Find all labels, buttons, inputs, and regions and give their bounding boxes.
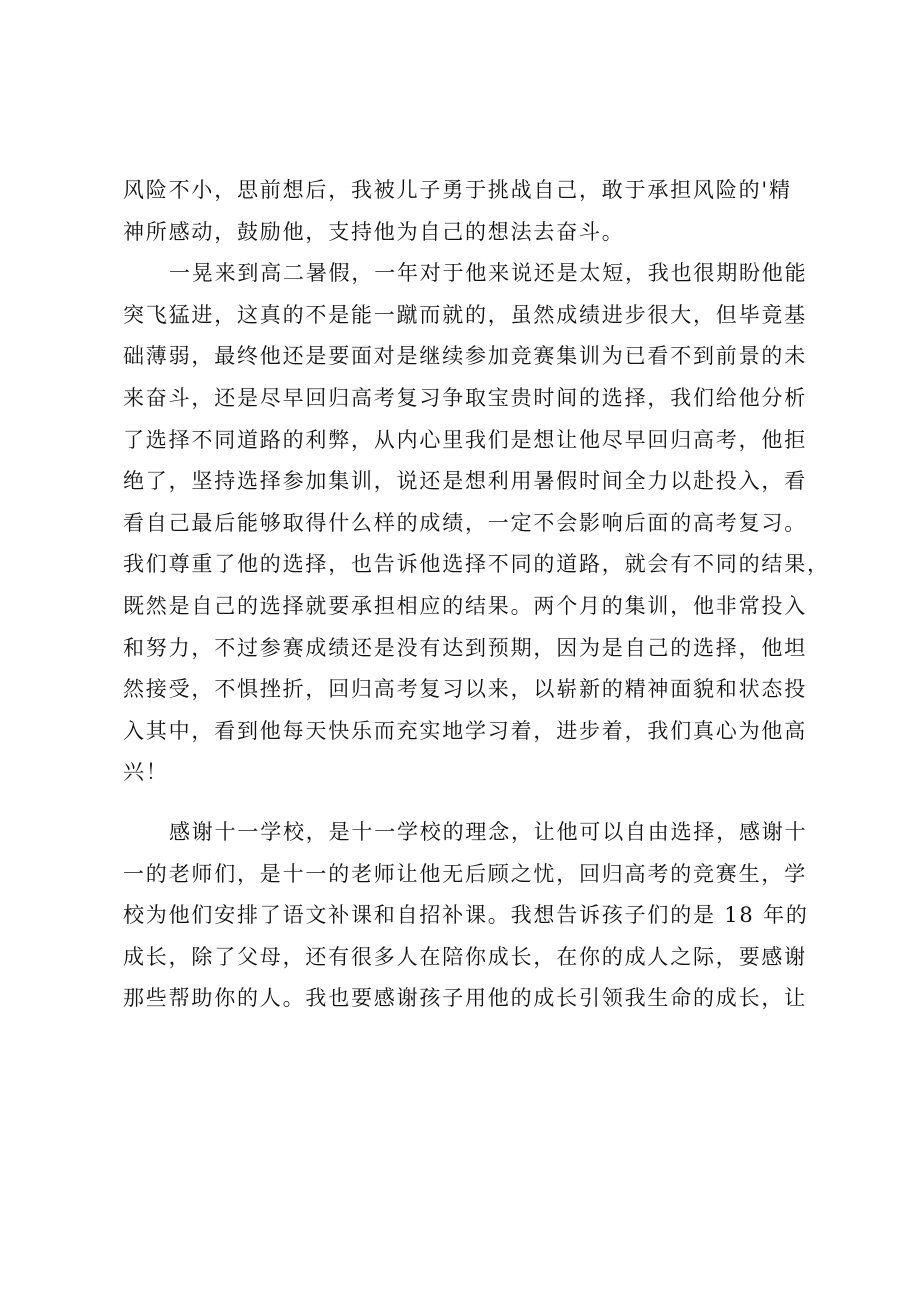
text-line: 既然是自己的选择就要承担相应的结果。两个月的集训，他非常投入 [123,593,807,618]
text-line: 神所感动，鼓励他，支持他为自己的想法去奋斗。 [123,219,625,244]
body-text [123,170,830,1020]
text-line: 然接受，不惧挫折，回归高考复习以来，以崭新的精神面貌和状态投 [123,677,807,702]
text-line: 风险不小，思前想后，我被儿子勇于挑战自己，敢于承担风险的'精 [123,178,792,202]
paragraph-3 [123,812,823,1020]
paragraph-2 [123,253,830,794]
paragraph-spacer [123,794,823,812]
text-line: 一的老师们，是十一的老师让他无后顾之忧，回归高考的竞赛生，学 [123,861,807,886]
text-line: 了选择不同道路的利弊，从内心里我们是想让他尽早回归高考，他拒 [123,427,807,452]
paragraph-1 [123,170,823,253]
text-line: 成长，除了父母，还有很多人在陪你成长，在你的成人之际，要感谢 [123,944,807,969]
text-line: 我们尊重了他的选择，也告诉他选择不同的道路，就会有不同的结果， [123,552,830,577]
text-line: 来奋斗，还是尽早回归高考复习争取宝贵时间的选择，我们给他分析 [123,385,807,410]
text-line: 看自己最后能够取得什么样的成绩，一定不会影响后面的高考复习。 [123,510,807,535]
text-line: 感谢十一学校，是十一学校的理念，让他可以自由选择，感谢十 [169,819,808,844]
text-line: 入其中，看到他每天快乐而充实地学习着，进步着，我们真心为他高 [123,718,807,743]
text-line: 校为他们安排了语文补课和自招补课。我想告诉孩子们的是 18 年的 [123,903,809,928]
text-line: 础薄弱，最终他还是要面对是继续参加竞赛集训为已看不到前景的未 [123,344,807,369]
text-line: 那些帮助你的人。我也要感谢孩子用他的成长引领我生命的成长，让 [123,986,807,1011]
text-line: 一晃来到高二暑假，一年对于他来说还是太短，我也很期盼他能 [169,261,808,286]
text-line: 绝了，坚持选择参加集训，说还是想利用暑假时间全力以赴投入，看 [123,469,807,494]
text-line: 突飞猛进，这真的不是能一蹴而就的，虽然成绩进步很大，但毕竟基 [123,302,807,327]
text-line: 兴！ [123,760,169,785]
text-line: 和努力，不过参赛成绩还是没有达到预期，因为是自己的选择，他坦 [123,635,807,660]
